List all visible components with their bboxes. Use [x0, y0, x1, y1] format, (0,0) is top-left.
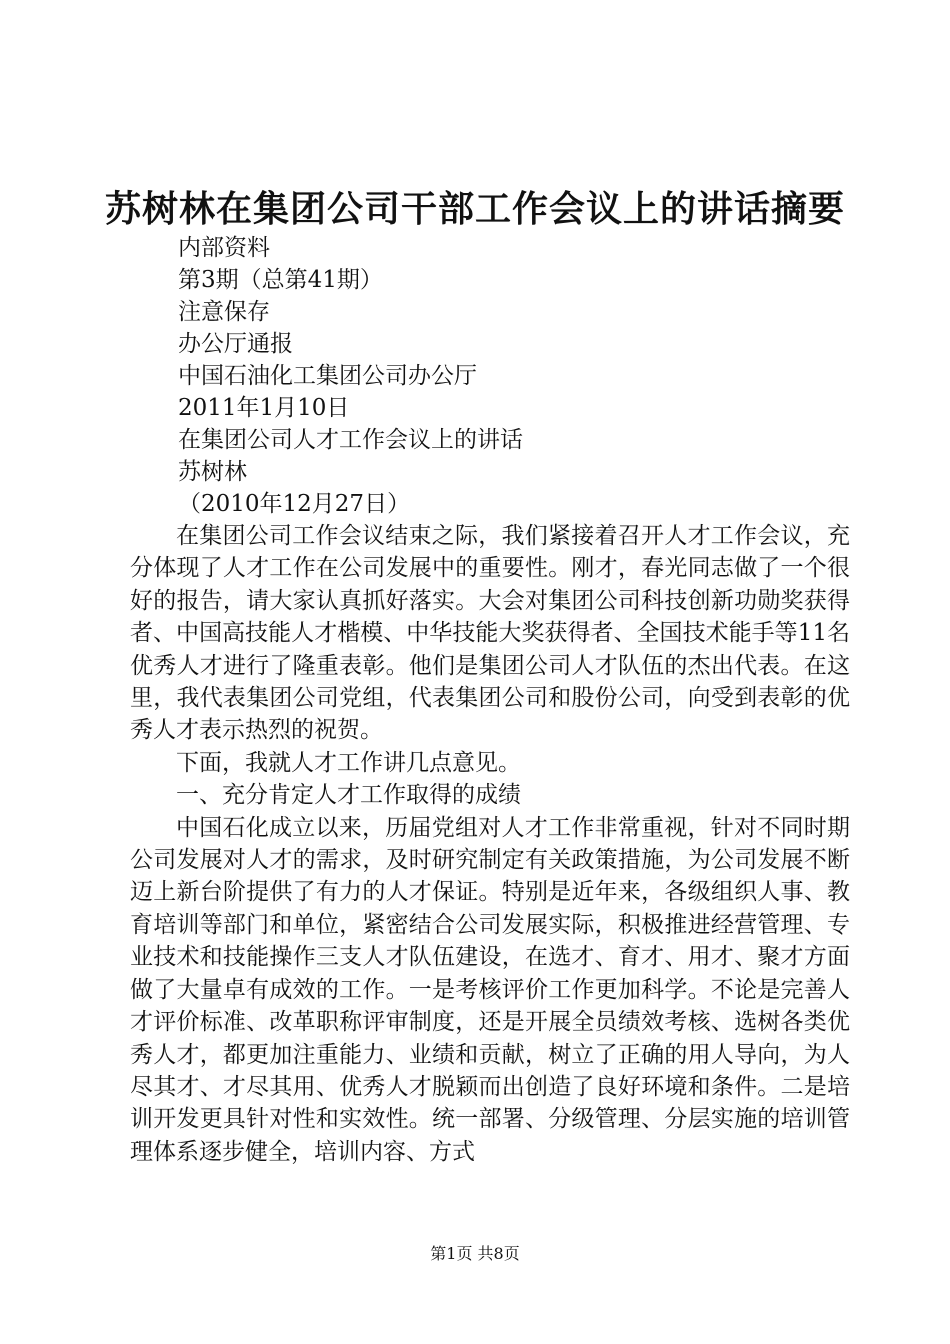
header-line: 内部资料: [178, 235, 270, 261]
document-body: [130, 520, 850, 1168]
document-header-block: [178, 232, 878, 520]
body-paragraph: 下面，我就人才工作讲几点意见。: [176, 749, 521, 776]
document-title: 苏树林在集团公司干部工作会议上的讲话摘要: [104, 188, 845, 230]
header-line: 中国石油化工集团公司办公厅: [178, 363, 477, 389]
section-heading: 一、充分肯定人才工作取得的成绩: [176, 782, 521, 809]
header-line: 注意保存: [178, 299, 270, 325]
header-line: 在集团公司人才工作会议上的讲话: [178, 427, 523, 453]
header-line: 办公厅通报: [178, 331, 293, 357]
page-footer: 第1页 共8页: [430, 1244, 520, 1263]
body-paragraph: 中国石化成立以来，历届党组对人才工作非常重视，针对不同时期公司发展对人才的需求，及时研究制定有关政策措施，为公司发展不断迈上新台阶提供了有力的人才保证。特别是近年来，各级组织人事、教育培训等部门和单位，紧密结合公司发展实际，积极推进经营管理、专业技术和技能操作三支人才队伍建设，在选才、育才、用才、聚才方面做了大量卓有成效的工作。一是考核评价工作更加科学。不论是完善人才评价标准、改革职称评审制度，还是开展全员绩效考核、选树各类优秀人才，都更加注重能力、业绩和贡献，树立了正确的用人导向，为人尽其才、才尽其用、优秀人才脱颖而出创造了良好环境和条件。二是培训开发更具针对性和实效性。统一部署、分级管理、分层实施的培训管理体系逐步健全，培训内容、方式: [130, 814, 850, 1165]
header-line: （2010年12月27日）: [178, 491, 411, 517]
header-line: 2011年1月10日: [178, 395, 350, 421]
header-line: 第3期（总第41期）: [178, 267, 383, 293]
header-line: 苏树林: [178, 459, 247, 485]
body-paragraph: 在集团公司工作会议结束之际，我们紧接着召开人才工作会议，充分体现了人才工作在公司发展中的重要性。刚才，春光同志做了一个很好的报告，请大家认真抓好落实。大会对集团公司科技创新功勋奖获得者、中国高技能人才楷模、中华技能大奖获得者、全国技术能手等11名优秀人才进行了隆重表彰。他们是集团公司人才队伍的杰出代表。在这里，我代表集团公司党组，代表集团公司和股份公司，向受到表彰的优秀人才表示热烈的祝贺。: [130, 523, 850, 744]
